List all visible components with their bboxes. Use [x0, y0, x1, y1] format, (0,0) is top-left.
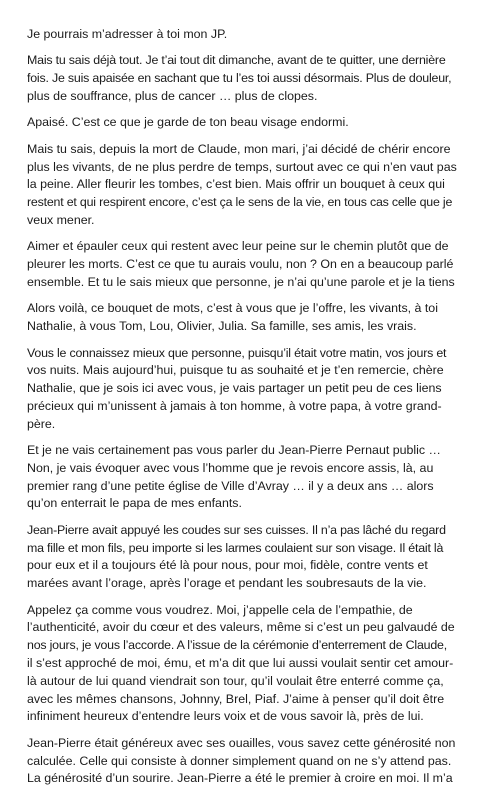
paragraph	[27, 735, 459, 788]
text-line: Jean-Pierre était généreux avec ses ouailles, vous savez cette générosité non	[27, 735, 456, 750]
text-line: Aimer et épauler ceux qui restent avec leur peine sur le chemin plutôt que de	[27, 239, 449, 254]
text-line: ensemble. Et tu le sais mieux que personne, je n’ai qu’une parole et je la tiens	[27, 274, 455, 289]
text-line: il s’est approché de moi, ému, et m’a dit que lui aussi voulait sentir cet amour-	[27, 656, 454, 671]
text-line: Nathalie, que je sois ici avec vous, je vais partager un petit peu de ces liens	[27, 381, 442, 396]
document-body	[27, 26, 459, 797]
text-line: avec les mêmes chansons, Johnny, Brel, Piaf. J’aime à penser qu’il doit être	[27, 691, 445, 706]
text-line: calculée. Celle qui consiste à donner simplement quand on ne s’y attend pas.	[27, 753, 452, 768]
text-line: veux mener.	[27, 212, 95, 227]
text-line: l’authenticité, avoir du cœur et des valeurs, même si c’est un peu galvaudé de	[27, 620, 455, 635]
text-line: infiniment heureux d’entendre leurs voix et de vous savoir là, près de lui.	[27, 709, 424, 724]
text-line: Non, je vais évoquer avec vous l’homme que je revois encore assis, là, au	[27, 460, 434, 475]
text-line: Vous le connaissez mieux que personne, puisqu’il était votre matin, vos jours et	[27, 345, 447, 360]
text-line: vos nuits. Mais aujourd’hui, puisque tu as souhaité et je t’en remercie, chère	[27, 363, 444, 378]
paragraph	[27, 442, 459, 513]
paragraph	[27, 114, 459, 132]
text-line: La générosité d’un sourire. Jean-Pierre a été le premier à croire en moi. Il m’a	[27, 771, 453, 786]
paragraph	[27, 26, 459, 44]
text-line: Et je ne vais certainement pas vous parler du Jean-Pierre Pernaut public …	[27, 443, 441, 458]
text-line: précieux qui m’unissent à jamais à ton homme, à votre papa, à votre grand-	[27, 398, 442, 413]
paragraph	[27, 602, 459, 727]
text-line: Apaisé. C’est ce que je garde de ton beau visage endormi.	[27, 115, 349, 130]
text-line: Je pourrais m’adresser à toi mon JP.	[27, 27, 228, 41]
paragraph	[27, 141, 459, 230]
paragraph	[27, 52, 459, 105]
text-line: Jean-Pierre avait appuyé les coudes sur ses cuisses. Il n’a pas lâché du regard	[27, 522, 446, 537]
text-line: pleurer les morts. C’est ce que tu aurais voulu, non ? On en a beaucoup parlé	[27, 257, 454, 272]
paragraph	[27, 238, 459, 291]
text-line: plus les vivants, de ne plus perdre de temps, surtout avec ce qui n’en vaut pas	[27, 159, 457, 174]
text-line: nos jours, je vous l’accorde. A l’issue de la cérémonie d’enterrement de Claude,	[27, 638, 447, 653]
paragraph	[27, 522, 459, 593]
text-line: qu’on enterrait le papa de mes enfants.	[27, 496, 242, 511]
text-line: marées avant l’orage, après l’orage et pendant les soubresauts de la vie.	[27, 576, 427, 591]
paragraph	[27, 300, 459, 336]
text-line: Alors voilà, ce bouquet de mots, c’est à vous que je l’offre, les vivants, à toi	[27, 301, 438, 316]
text-line: Nathalie, à vous Tom, Lou, Olivier, Julia. Sa famille, ses amis, les vrais.	[27, 319, 417, 334]
text-line: Mais tu sais, depuis la mort de Claude, mon mari, j’ai décidé de chérir encore	[27, 141, 451, 156]
text-line: là autour de lui quand viendrait son tour, qu’il voulait être enterré comme ça,	[27, 673, 444, 688]
text-line: plus de souffrance, plus de cancer … plus de clopes.	[27, 88, 318, 103]
text-line: Mais tu sais déjà tout. Je t’ai tout dit dimanche, avant de te quitter, une dernière	[27, 53, 446, 68]
text-line: restent et qui respirent encore, c’est ça le sens de la vie, en tous cas celle que je	[27, 195, 453, 210]
text-line: Appelez ça comme vous voudrez. Moi, j’appelle cela de l’empathie, de	[27, 602, 413, 617]
paragraph	[27, 345, 459, 434]
text-line: la peine. Aller fleurir les tombes, c’est bien. Mais offrir un bouquet à ceux qui	[27, 177, 445, 192]
text-line: ma fille et mon fils, peu importe si les larmes coulaient sur son visage. Il était là	[27, 540, 444, 555]
text-line: fois. Je suis apaisée en sachant que tu l’es toi aussi désormais. Plus de douleur,	[27, 71, 452, 86]
text-line: pour eux et il a toujours été là pour nous, pour moi, fidèle, contre vents et	[27, 558, 428, 573]
text-line: premier rang d’une petite église de Ville d’Avray … il y a deux ans … alors	[27, 478, 434, 493]
text-line: père.	[27, 416, 56, 431]
